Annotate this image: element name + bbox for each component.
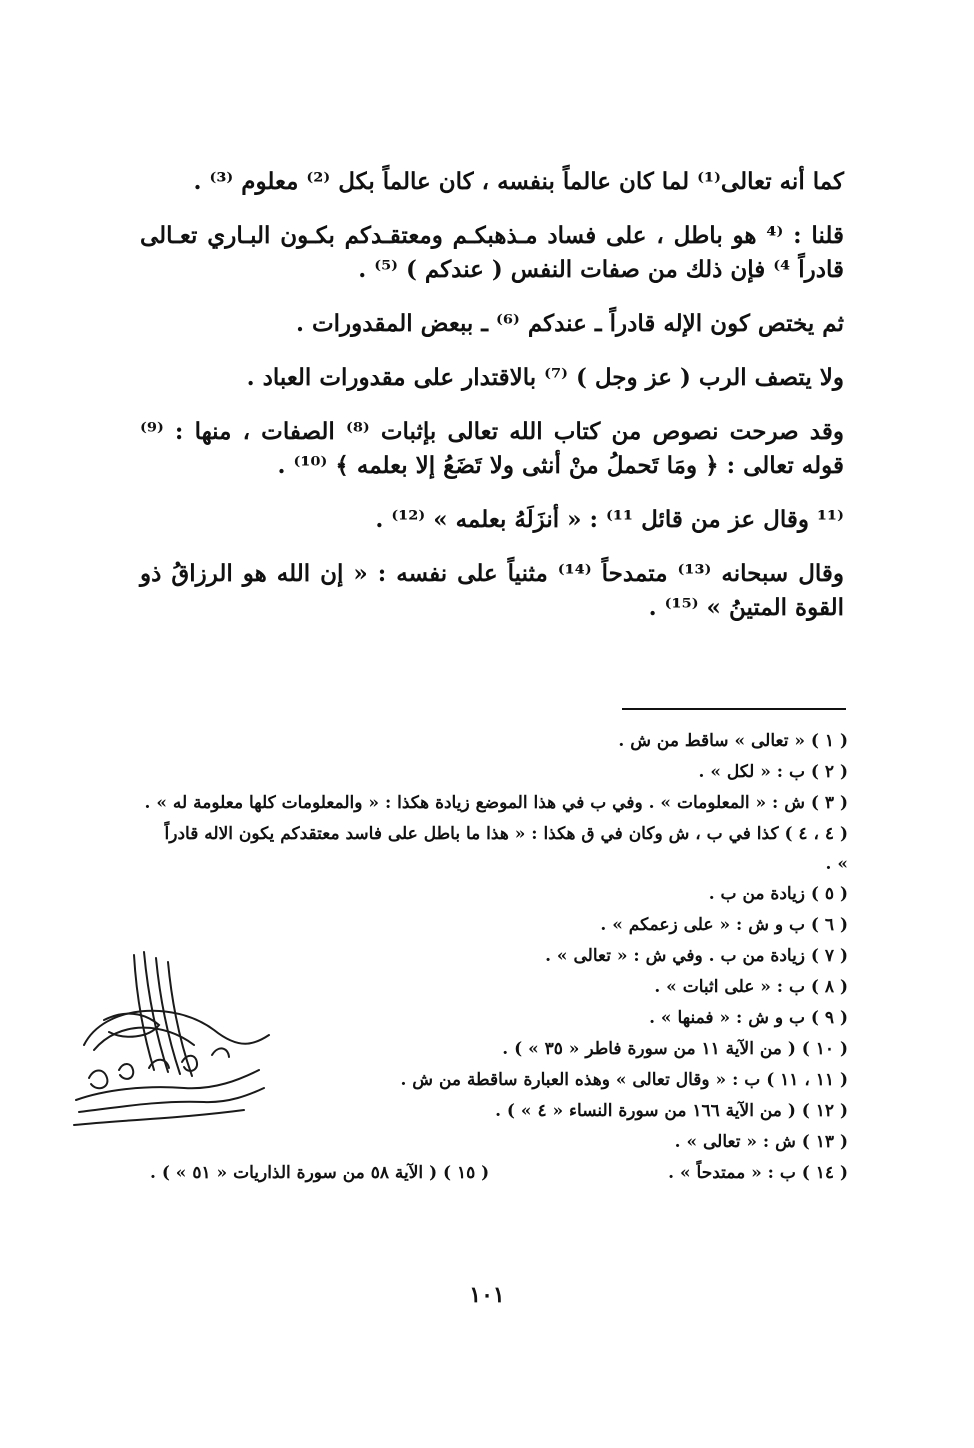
paragraph: كما أنه تعالى⁽¹⁾ لما كان عالماً بنفسه ، كان عالماً بكل ⁽²⁾ معلوم ⁽³⁾ .: [193, 168, 844, 195]
footnote: ( ٢ ) ب : « لكل » .: [698, 762, 848, 782]
handwritten-signature: [64, 950, 274, 1135]
footnote: ( ١ ) « تعالى » ساقط من ش .: [618, 731, 848, 751]
paragraph: قلنا : ⁽⁴ هو باطل ، على فساد مـذهبكـم ومعتقـدكم بكـون البـاري تعـالى قادراً ⁴⁾ فإن ذلك من صفات النفس ( عندكم ) ⁽⁵⁾ .: [140, 222, 844, 283]
footnote: ( ١٣ ) ش : « تعالى » .: [674, 1132, 848, 1152]
footnote: ( ٩ ) ب و ش : « فمنها » .: [649, 1008, 848, 1028]
footnote-divider: [622, 708, 846, 710]
footnote-row: [150, 1158, 848, 1189]
footnote: ( ١٤ ) ب : « ممتدحاً » .: [668, 1163, 848, 1183]
footnote: ( ١١ ، ١١ ) ب : « وقال تعالى » وهذه العبارة ساقطة من ش .: [400, 1070, 848, 1090]
footnote: ( ٦ ) ب و ش : « على زعمكم » .: [600, 915, 848, 935]
page-number: ١٠١: [469, 1282, 505, 1308]
paragraph: وقد صرحت نصوص من كتاب الله تعالى بإثبات ⁽⁸⁾ الصفات ، منها : ⁽⁹⁾ قوله تعالى : ﴿ ومَا تَحملُ منْ أنثى ولا تَضَعُ إلا بعلمه ﴾ ⁽¹⁰⁾ .: [140, 418, 844, 479]
footnote: ( ١٠ ) ( من الآية ١١ من سورة فاطر « ٣٥ » ) .: [502, 1039, 848, 1059]
main-text: [140, 165, 844, 645]
footnote: ( ١٥ ) ( الآية ٥٨ من سورة الذاريات « ٥١ » ) .: [150, 1163, 490, 1183]
paragraph: وقال سبحانه ⁽¹³⁾ متمدحاً ⁽¹⁴⁾ مثنياً على نفسه : « إن الله هو الرزاقُ ذو القوة المتينُ » ⁽¹⁵⁾ .: [140, 560, 845, 621]
paragraph: ⁽¹¹ وقال عز من قائل ¹¹⁾ : « أنزَلَهُ بعلمه » ⁽¹²⁾ .: [375, 506, 844, 533]
footnote: ( ٧ ) زيادة من ب . وفي ش : « تعالى » .: [545, 946, 848, 966]
footnote: ( ٨ ) ب : « على اثبات » .: [654, 977, 848, 997]
footnote: ( ٥ ) زيادة من ب .: [708, 884, 848, 904]
footnote: ( ٣ ) ش : « المعلومات » . وفي ب في هذا الموضع زيادة هكذا : « والمعلومات كلها معلومة له » .: [144, 793, 848, 813]
footnote: ( ١٢ ) ( من الآية ١٦٦ من سورة النساء « ٤ » ) .: [495, 1101, 848, 1121]
paragraph: ولا يتصف الرب ( عز وجل ) ⁽⁷⁾ بالاقتدار على مقدورات العباد .: [246, 364, 844, 391]
paragraph: ثم يختص كون الإله قادراً ـ عندكم ⁽⁶⁾ ـ ببعض المقدورات .: [295, 310, 844, 337]
footnote: ( ٤ ، ٤ ) كذا في ب ، ش وكان في ق هكذا : « هذا ما باطل على فاسد معتقدكم يكون الاله قادراً » .: [164, 824, 848, 874]
